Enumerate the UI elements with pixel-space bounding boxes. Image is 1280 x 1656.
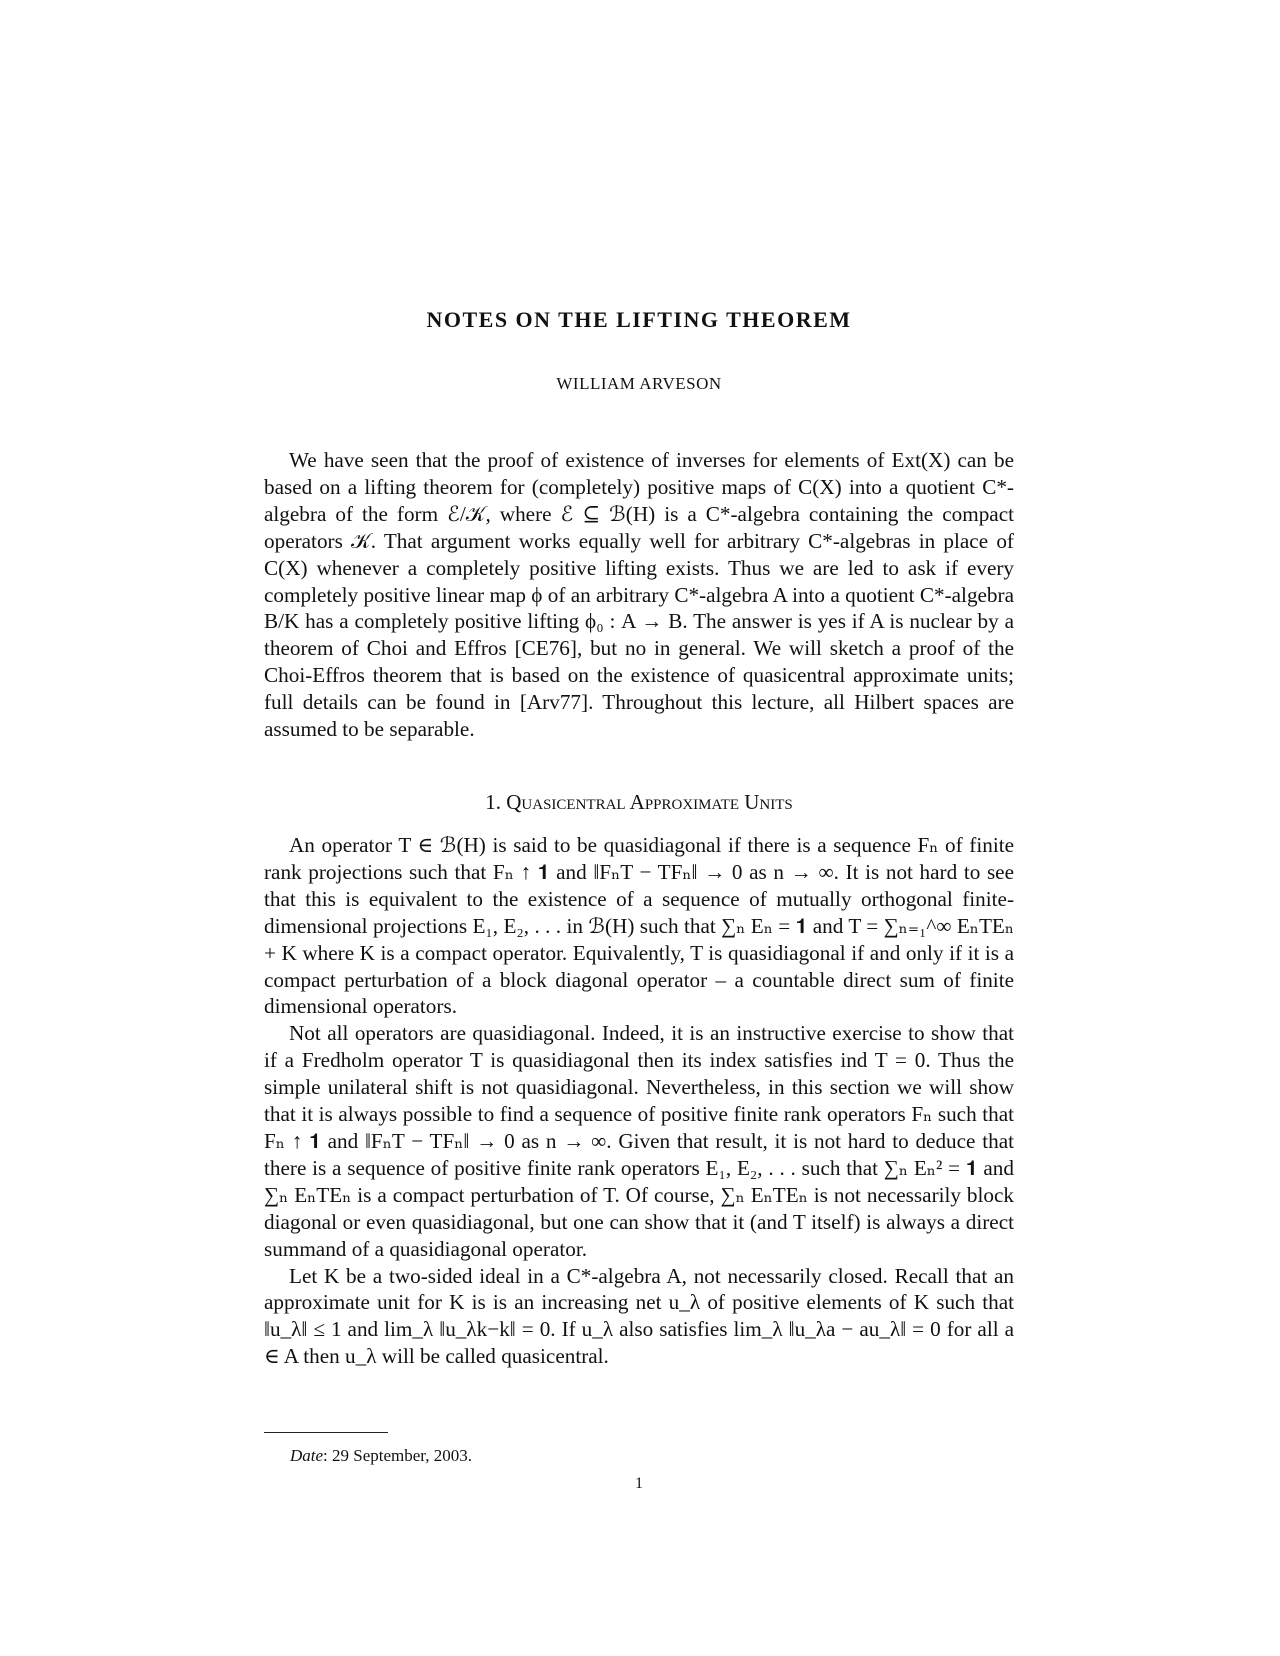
page-number: 1 — [635, 1475, 643, 1492]
section-number: 1. — [485, 790, 501, 814]
footnote-rule — [264, 1432, 388, 1433]
body-paragraph-1: An operator T ∈ ℬ(H) is said to be quasidiagonal if there is a sequence Fₙ of finite rank projections such that Fₙ ↑ 𝟏 and ‖FₙT − TFₙ‖ → 0 as n → ∞. It is not hard to see that this is equivalent to the existence of a sequence of mutually orthogonal finite-dimensional projections E₁, E₂, . . . in ℬ(H) such that ∑ₙ Eₙ = 𝟏 and T = ∑ₙ₌₁^∞ EₙTEₙ + K where K is a compact operator. Equivalently, T is quasidiagonal if and only if it is a compact perturbation of a block diagonal operator – a countable direct sum of finite dimensional operators. — [264, 833, 1014, 1019]
footnote-label: Date — [290, 1446, 324, 1465]
intro-text: We have seen that the proof of existence of inverses for elements of Ext(X) can be based on a lifting theorem for (completely) positive maps of C(X) into a quotient C*-algebra of the form ℰ/𝒦, where ℰ ⊆ ℬ(H) is a C*-algebra containing the compact operators 𝒦. That argument works equally well for arbitrary C*-algebras in place of C(X) whenever a completely positive lifting exists. Thus we are led to ask if every completely positive linear map ϕ of an arbitrary C*-algebra A into a quotient C*-algebra B/K has a completely positive lifting ϕ₀ : A → B. The answer is yes if A is nuclear by a theorem of Choi and Effros [CE76], but no in general. We will sketch a proof of the Choi-Effros theorem that is based on the existence of quasicentral approximate units; full details can be found in [Arv77]. Throughout this lecture, all Hilbert spaces are assumed to be separable. — [264, 448, 1014, 742]
paper-author: WILLIAM ARVESON — [556, 374, 722, 393]
paper-title: NOTES ON THE LIFTING THEOREM — [426, 307, 852, 332]
footnote — [290, 1446, 472, 1466]
section-heading — [264, 790, 1014, 815]
body-paragraph-3: Let K be a two-sided ideal in a C*-algebra A, not necessarily closed. Recall that an approximate unit for K is is an increasing net u_λ of positive elements of K such that ‖u_λ‖ ≤ 1 and lim_λ ‖u_λk−k‖ = 0. If u_λ also satisfies lim_λ ‖u_λa − au_λ‖ = 0 for all a ∈ A then u_λ will be called quasicentral. — [264, 1263, 1014, 1369]
section-body — [264, 832, 1014, 1370]
section-title: Quasicentral Approximate Units — [506, 790, 793, 814]
intro-paragraph — [264, 447, 1014, 743]
footnote-text: : 29 September, 2003. — [323, 1446, 473, 1465]
body-paragraph-2: Not all operators are quasidiagonal. Indeed, it is an instructive exercise to show that if a Fredholm operator T is quasidiagonal then its index satisfies ind T = 0. Thus the simple unilateral shift is not quasidiagonal. Nevertheless, in this section we will show that it is always possible to find a sequence of positive finite rank operators Fₙ such that Fₙ ↑ 𝟏 and ‖FₙT − TFₙ‖ → 0 as n → ∞. Given that result, it is not hard to deduce that there is a sequence of positive finite rank operators E₁, E₂, . . . such that ∑ₙ Eₙ² = 𝟏 and ∑ₙ EₙTEₙ is a compact perturbation of T. Of course, ∑ₙ EₙTEₙ is not necessarily block diagonal or even quasidiagonal, but one can show that it (and T itself) is always a direct summand of a quasidiagonal operator. — [264, 1021, 1014, 1261]
